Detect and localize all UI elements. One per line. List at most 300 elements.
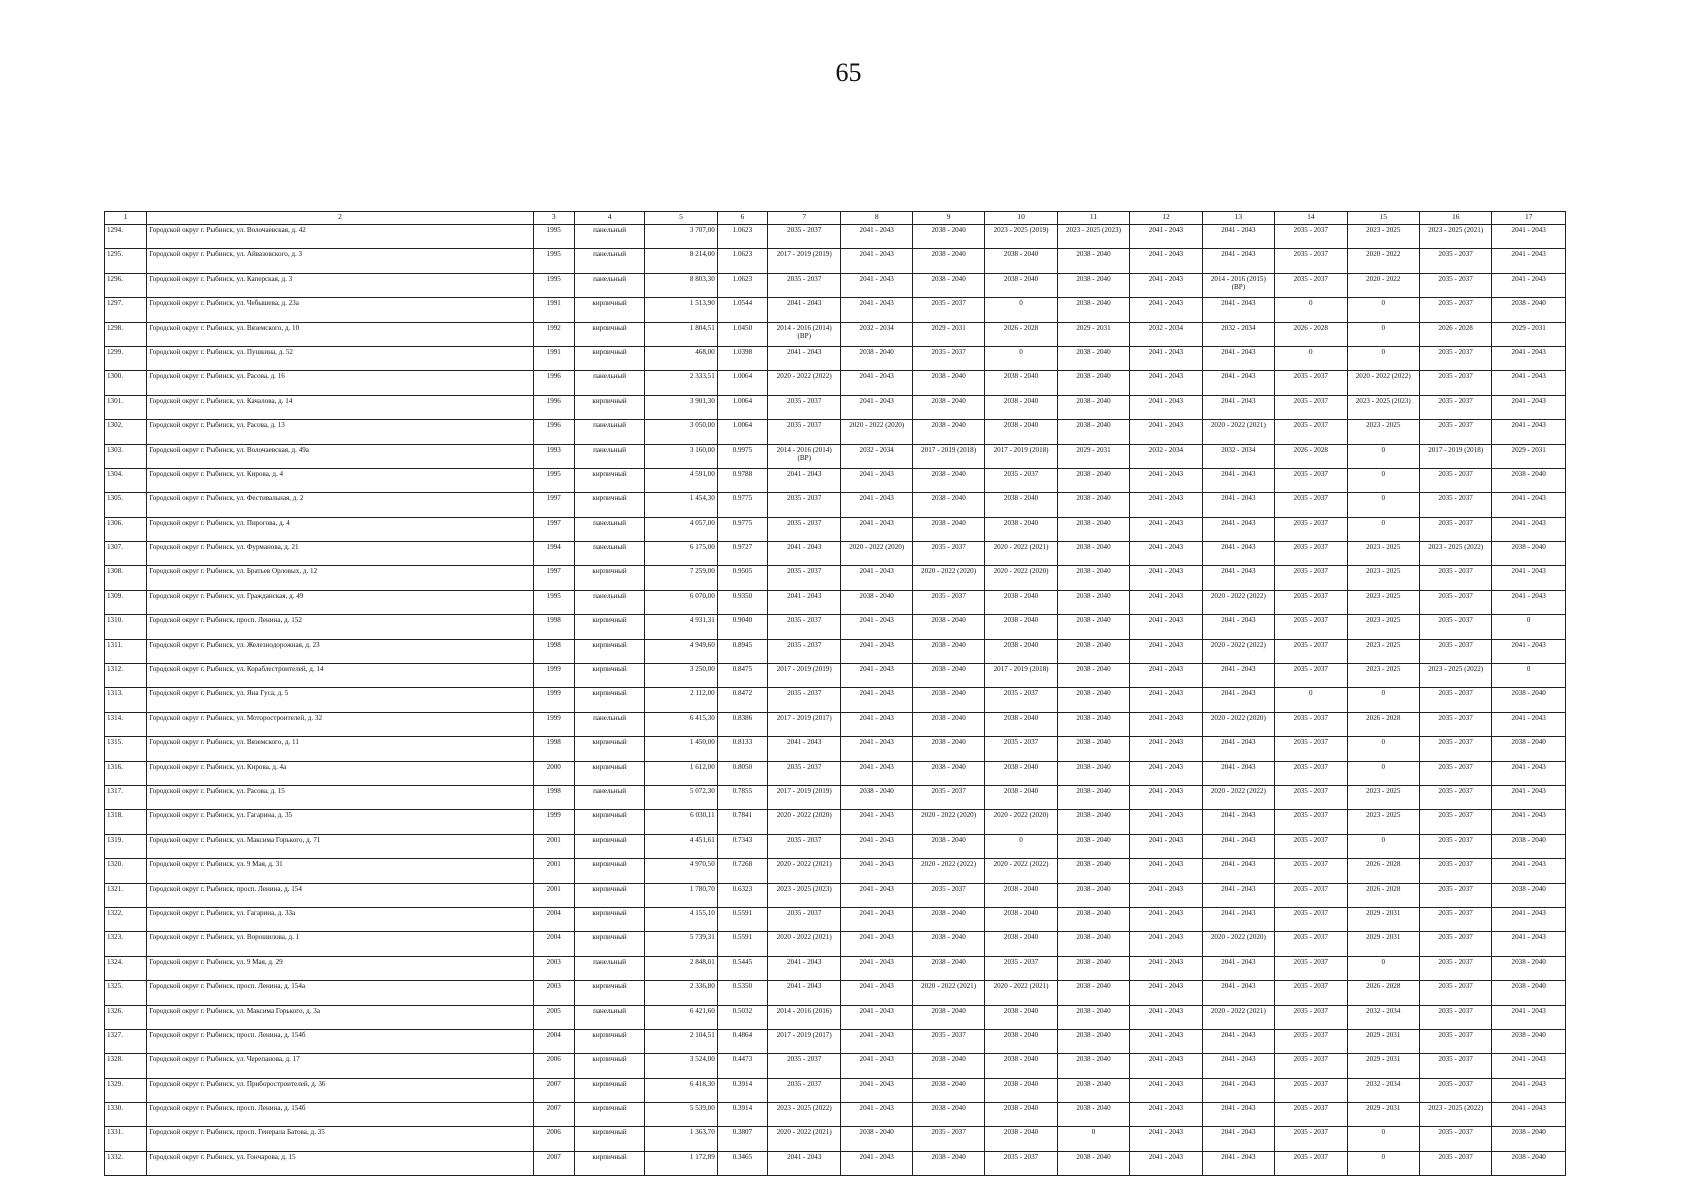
period-col-14-cell: 2026 - 2028	[1275, 322, 1347, 346]
year-built-cell: 1998	[533, 785, 574, 809]
period-col-15-cell: 2020 - 2022 (2022)	[1347, 371, 1419, 395]
period-col-16-cell: 2035 - 2037	[1419, 298, 1491, 322]
total-area-cell: 4 970,50	[645, 859, 717, 883]
period-col-11-cell: 2038 - 2040	[1057, 371, 1129, 395]
column-header: 5	[645, 212, 717, 225]
period-col-7-cell: 2041 - 2043	[768, 1151, 841, 1175]
column-header: 17	[1492, 212, 1566, 225]
period-col-12-cell: 2041 - 2043	[1130, 1127, 1202, 1151]
period-col-16-cell: 2035 - 2037	[1419, 1054, 1491, 1078]
period-col-8-cell: 2041 - 2043	[841, 1078, 912, 1102]
column-header: 13	[1202, 212, 1274, 225]
period-col-17-cell: 2038 - 2040	[1492, 468, 1566, 492]
total-area-cell: 3 250,00	[645, 664, 717, 688]
address-cell: Городской округ г. Рыбинск, ул. Пушкина, д. 52	[147, 346, 533, 370]
period-col-9-cell: 2038 - 2040	[912, 468, 984, 492]
total-area-cell: 2 336,80	[645, 981, 717, 1005]
column-header: 11	[1057, 212, 1129, 225]
total-area-cell: 1 450,00	[645, 737, 717, 761]
period-col-12-cell: 2041 - 2043	[1130, 956, 1202, 980]
period-col-15-cell: 2029 - 2031	[1347, 1103, 1419, 1127]
column-header: 7	[768, 212, 841, 225]
period-col-8-cell: 2041 - 2043	[841, 932, 912, 956]
period-col-11-cell: 2038 - 2040	[1057, 1005, 1129, 1029]
total-area-cell: 2 112,00	[645, 688, 717, 712]
total-area-cell: 3 160,00	[645, 444, 717, 468]
period-col-16-cell: 2023 - 2025 (2022)	[1419, 1103, 1491, 1127]
wall-material-cell: кирпичный	[574, 907, 644, 931]
wall-material-cell: панельный	[574, 590, 644, 614]
period-col-10-cell: 2038 - 2040	[985, 883, 1057, 907]
period-col-11-cell: 2038 - 2040	[1057, 664, 1129, 688]
wear-index-cell: 0.5591	[717, 907, 767, 931]
total-area-cell: 2 104,51	[645, 1029, 717, 1053]
year-built-cell: 1999	[533, 664, 574, 688]
row-number-cell: 1294.	[105, 225, 147, 249]
total-area-cell: 2 848,01	[645, 956, 717, 980]
period-col-15-cell: 0	[1347, 956, 1419, 980]
period-col-14-cell: 2035 - 2037	[1275, 737, 1347, 761]
period-col-17-cell: 2041 - 2043	[1492, 785, 1566, 809]
row-number-cell: 1331.	[105, 1127, 147, 1151]
row-number-cell: 1300.	[105, 371, 147, 395]
period-col-17-cell: 2041 - 2043	[1492, 810, 1566, 834]
period-col-8-cell: 2041 - 2043	[841, 859, 912, 883]
period-col-14-cell: 2035 - 2037	[1275, 542, 1347, 566]
period-col-8-cell: 2041 - 2043	[841, 225, 912, 249]
period-col-12-cell: 2032 - 2034	[1130, 444, 1202, 468]
year-built-cell: 2007	[533, 1103, 574, 1127]
wear-index-cell: 1.0623	[717, 273, 767, 297]
period-col-8-cell: 2041 - 2043	[841, 1005, 912, 1029]
period-col-15-cell: 2026 - 2028	[1347, 883, 1419, 907]
row-number-cell: 1310.	[105, 615, 147, 639]
row-number-cell: 1327.	[105, 1029, 147, 1053]
period-col-11-cell: 2038 - 2040	[1057, 542, 1129, 566]
period-col-7-cell: 2041 - 2043	[768, 468, 841, 492]
column-header: 9	[912, 212, 984, 225]
period-col-16-cell: 2035 - 2037	[1419, 273, 1491, 297]
period-col-13-cell: 2041 - 2043	[1202, 249, 1274, 273]
period-col-10-cell: 2020 - 2022 (2021)	[985, 542, 1057, 566]
period-col-16-cell: 2035 - 2037	[1419, 688, 1491, 712]
period-col-8-cell: 2038 - 2040	[841, 346, 912, 370]
period-col-14-cell: 2035 - 2037	[1275, 664, 1347, 688]
period-col-15-cell: 0	[1347, 1127, 1419, 1151]
wall-material-cell: кирпичный	[574, 761, 644, 785]
period-col-15-cell: 2029 - 2031	[1347, 932, 1419, 956]
period-col-8-cell: 2041 - 2043	[841, 468, 912, 492]
period-col-8-cell: 2038 - 2040	[841, 1127, 912, 1151]
period-col-14-cell: 2035 - 2037	[1275, 615, 1347, 639]
wall-material-cell: кирпичный	[574, 639, 644, 663]
period-col-11-cell: 2038 - 2040	[1057, 493, 1129, 517]
wall-material-cell: кирпичный	[574, 322, 644, 346]
row-number-cell: 1318.	[105, 810, 147, 834]
address-cell: Городской округ г. Рыбинск, ул. Качалова, д. 14	[147, 395, 533, 419]
period-col-7-cell: 2014 - 2016 (2016)	[768, 1005, 841, 1029]
period-col-17-cell: 2041 - 2043	[1492, 859, 1566, 883]
row-number-cell: 1307.	[105, 542, 147, 566]
period-col-17-cell: 2038 - 2040	[1492, 298, 1566, 322]
total-area-cell: 1 780,70	[645, 883, 717, 907]
wear-index-cell: 0.4864	[717, 1029, 767, 1053]
period-col-14-cell: 2035 - 2037	[1275, 1054, 1347, 1078]
table-row	[105, 907, 1566, 931]
address-cell: Городской округ г. Рыбинск, ул. Гончарова, д. 15	[147, 1151, 533, 1175]
year-built-cell: 2003	[533, 956, 574, 980]
period-col-16-cell: 2035 - 2037	[1419, 395, 1491, 419]
total-area-cell: 3 524,00	[645, 1054, 717, 1078]
period-col-12-cell: 2041 - 2043	[1130, 664, 1202, 688]
period-col-9-cell: 2035 - 2037	[912, 542, 984, 566]
wall-material-cell: кирпичный	[574, 1029, 644, 1053]
period-col-15-cell: 2023 - 2025	[1347, 225, 1419, 249]
period-col-8-cell: 2041 - 2043	[841, 981, 912, 1005]
period-col-9-cell: 2038 - 2040	[912, 371, 984, 395]
period-col-7-cell: 2020 - 2022 (2021)	[768, 932, 841, 956]
total-area-cell: 5 539,00	[645, 1103, 717, 1127]
period-col-7-cell: 2017 - 2019 (2019)	[768, 664, 841, 688]
wall-material-cell: кирпичный	[574, 688, 644, 712]
column-header: 15	[1347, 212, 1419, 225]
period-col-17-cell: 2041 - 2043	[1492, 932, 1566, 956]
total-area-cell: 1 612,00	[645, 761, 717, 785]
wall-material-cell: кирпичный	[574, 932, 644, 956]
period-col-10-cell: 2038 - 2040	[985, 1029, 1057, 1053]
period-col-9-cell: 2038 - 2040	[912, 517, 984, 541]
column-header: 10	[985, 212, 1057, 225]
address-cell: Городской округ г. Рыбинск, ул. Гражданская, д. 49	[147, 590, 533, 614]
period-col-9-cell: 2020 - 2022 (2021)	[912, 981, 984, 1005]
period-col-16-cell: 2035 - 2037	[1419, 493, 1491, 517]
table-row	[105, 1078, 1566, 1102]
period-col-16-cell: 2035 - 2037	[1419, 420, 1491, 444]
wall-material-cell: кирпичный	[574, 810, 644, 834]
period-col-17-cell: 2041 - 2043	[1492, 639, 1566, 663]
period-col-13-cell: 2041 - 2043	[1202, 1103, 1274, 1127]
period-col-10-cell: 0	[985, 346, 1057, 370]
period-col-15-cell: 0	[1347, 468, 1419, 492]
period-col-17-cell: 2041 - 2043	[1492, 907, 1566, 931]
row-number-cell: 1316.	[105, 761, 147, 785]
table-row	[105, 493, 1566, 517]
period-col-9-cell: 2038 - 2040	[912, 712, 984, 736]
period-col-9-cell: 2035 - 2037	[912, 298, 984, 322]
year-built-cell: 1991	[533, 298, 574, 322]
row-number-cell: 1328.	[105, 1054, 147, 1078]
period-col-15-cell: 2026 - 2028	[1347, 981, 1419, 1005]
wear-index-cell: 0.7268	[717, 859, 767, 883]
period-col-7-cell: 2035 - 2037	[768, 395, 841, 419]
row-number-cell: 1321.	[105, 883, 147, 907]
period-col-7-cell: 2041 - 2043	[768, 590, 841, 614]
period-col-7-cell: 2035 - 2037	[768, 761, 841, 785]
column-header: 16	[1419, 212, 1491, 225]
period-col-8-cell: 2041 - 2043	[841, 810, 912, 834]
wear-index-cell: 1.0064	[717, 371, 767, 395]
period-col-16-cell: 2023 - 2025 (2021)	[1419, 225, 1491, 249]
row-number-cell: 1301.	[105, 395, 147, 419]
row-number-cell: 1308.	[105, 566, 147, 590]
total-area-cell: 7 259,00	[645, 566, 717, 590]
wear-index-cell: 0.7841	[717, 810, 767, 834]
total-area-cell: 1 454,30	[645, 493, 717, 517]
address-cell: Городской округ г. Рыбинск, ул. Чебышева, д. 23а	[147, 298, 533, 322]
wear-index-cell: 1.0450	[717, 322, 767, 346]
period-col-10-cell: 2020 - 2022 (2022)	[985, 859, 1057, 883]
address-cell: Городской округ г. Рыбинск, просп. Ленина, д. 152	[147, 615, 533, 639]
period-col-16-cell: 2035 - 2037	[1419, 981, 1491, 1005]
period-col-9-cell: 2020 - 2022 (2020)	[912, 566, 984, 590]
row-number-cell: 1317.	[105, 785, 147, 809]
row-number-cell: 1298.	[105, 322, 147, 346]
period-col-13-cell: 2041 - 2043	[1202, 1078, 1274, 1102]
year-built-cell: 2004	[533, 1029, 574, 1053]
wear-index-cell: 0.9788	[717, 468, 767, 492]
table-row	[105, 785, 1566, 809]
address-cell: Городской округ г. Рыбинск, ул. Яна Гуса, д. 5	[147, 688, 533, 712]
period-col-13-cell: 2041 - 2043	[1202, 761, 1274, 785]
period-col-14-cell: 2035 - 2037	[1275, 1151, 1347, 1175]
period-col-10-cell: 2035 - 2037	[985, 1151, 1057, 1175]
total-area-cell: 1 363,70	[645, 1127, 717, 1151]
period-col-17-cell: 2041 - 2043	[1492, 566, 1566, 590]
period-col-9-cell: 2038 - 2040	[912, 956, 984, 980]
wear-index-cell: 0.9505	[717, 566, 767, 590]
period-col-11-cell: 2038 - 2040	[1057, 810, 1129, 834]
row-number-cell: 1297.	[105, 298, 147, 322]
address-cell: Городской округ г. Рыбинск, ул. Кирова, д. 4а	[147, 761, 533, 785]
period-col-7-cell: 2035 - 2037	[768, 688, 841, 712]
year-built-cell: 1999	[533, 688, 574, 712]
year-built-cell: 2006	[533, 1054, 574, 1078]
period-col-17-cell: 2038 - 2040	[1492, 834, 1566, 858]
period-col-13-cell: 2041 - 2043	[1202, 883, 1274, 907]
total-area-cell: 6 415,30	[645, 712, 717, 736]
period-col-16-cell: 2035 - 2037	[1419, 615, 1491, 639]
period-col-14-cell: 2035 - 2037	[1275, 1005, 1347, 1029]
period-col-16-cell: 2035 - 2037	[1419, 590, 1491, 614]
table-row	[105, 346, 1566, 370]
period-col-17-cell: 2041 - 2043	[1492, 590, 1566, 614]
period-col-14-cell: 2035 - 2037	[1275, 859, 1347, 883]
period-col-7-cell: 2020 - 2022 (2022)	[768, 371, 841, 395]
period-col-15-cell: 2029 - 2031	[1347, 1054, 1419, 1078]
period-col-8-cell: 2041 - 2043	[841, 249, 912, 273]
period-col-7-cell: 2020 - 2022 (2021)	[768, 1127, 841, 1151]
period-col-7-cell: 2017 - 2019 (2019)	[768, 785, 841, 809]
period-col-9-cell: 2038 - 2040	[912, 395, 984, 419]
period-col-16-cell: 2035 - 2037	[1419, 1151, 1491, 1175]
period-col-9-cell: 2038 - 2040	[912, 249, 984, 273]
period-col-16-cell: 2035 - 2037	[1419, 371, 1491, 395]
period-col-8-cell: 2032 - 2034	[841, 322, 912, 346]
wall-material-cell: кирпичный	[574, 468, 644, 492]
period-col-8-cell: 2041 - 2043	[841, 395, 912, 419]
period-col-17-cell: 2041 - 2043	[1492, 420, 1566, 444]
period-col-17-cell: 2041 - 2043	[1492, 273, 1566, 297]
period-col-15-cell: 0	[1347, 688, 1419, 712]
period-col-10-cell: 2017 - 2019 (2018)	[985, 444, 1057, 468]
period-col-11-cell: 2038 - 2040	[1057, 1103, 1129, 1127]
column-header: 12	[1130, 212, 1202, 225]
table-row	[105, 517, 1566, 541]
period-col-7-cell: 2035 - 2037	[768, 493, 841, 517]
address-cell: Городской округ г. Рыбинск, ул. Вяземского, д. 11	[147, 737, 533, 761]
period-col-14-cell: 2035 - 2037	[1275, 785, 1347, 809]
period-col-10-cell: 2020 - 2022 (2021)	[985, 981, 1057, 1005]
wall-material-cell: панельный	[574, 371, 644, 395]
period-col-14-cell: 2035 - 2037	[1275, 493, 1347, 517]
total-area-cell: 1 172,89	[645, 1151, 717, 1175]
page-number: 65	[835, 58, 862, 87]
period-col-12-cell: 2041 - 2043	[1130, 566, 1202, 590]
period-col-8-cell: 2020 - 2022 (2020)	[841, 542, 912, 566]
period-col-11-cell: 2038 - 2040	[1057, 1054, 1129, 1078]
period-col-17-cell: 2041 - 2043	[1492, 1005, 1566, 1029]
period-col-11-cell: 2038 - 2040	[1057, 517, 1129, 541]
row-number-cell: 1325.	[105, 981, 147, 1005]
total-area-cell: 4 591,00	[645, 468, 717, 492]
period-col-16-cell: 2017 - 2019 (2018)	[1419, 444, 1491, 468]
wall-material-cell: кирпичный	[574, 493, 644, 517]
period-col-9-cell: 2038 - 2040	[912, 639, 984, 663]
total-area-cell: 2 333,51	[645, 371, 717, 395]
address-cell: Городской округ г. Рыбинск, просп. Ленина, д. 154	[147, 883, 533, 907]
period-col-9-cell: 2038 - 2040	[912, 1151, 984, 1175]
period-col-8-cell: 2041 - 2043	[841, 273, 912, 297]
period-col-15-cell: 2029 - 2031	[1347, 1029, 1419, 1053]
period-col-8-cell: 2041 - 2043	[841, 298, 912, 322]
table-row	[105, 761, 1566, 785]
period-col-16-cell: 2035 - 2037	[1419, 956, 1491, 980]
period-col-14-cell: 2035 - 2037	[1275, 956, 1347, 980]
period-col-14-cell: 2035 - 2037	[1275, 273, 1347, 297]
period-col-13-cell: 2041 - 2043	[1202, 468, 1274, 492]
period-col-15-cell: 2026 - 2028	[1347, 859, 1419, 883]
period-col-7-cell: 2020 - 2022 (2020)	[768, 810, 841, 834]
period-col-17-cell: 2038 - 2040	[1492, 542, 1566, 566]
period-col-12-cell: 2041 - 2043	[1130, 1103, 1202, 1127]
year-built-cell: 1998	[533, 615, 574, 639]
period-col-9-cell: 2038 - 2040	[912, 1054, 984, 1078]
period-col-8-cell: 2041 - 2043	[841, 615, 912, 639]
row-number-cell: 1303.	[105, 444, 147, 468]
period-col-16-cell: 2035 - 2037	[1419, 907, 1491, 931]
address-cell: Городской округ г. Рыбинск, ул. Каперская, д. 3	[147, 273, 533, 297]
total-area-cell: 8 803,30	[645, 273, 717, 297]
period-col-7-cell: 2035 - 2037	[768, 1054, 841, 1078]
period-col-7-cell: 2035 - 2037	[768, 1078, 841, 1102]
period-col-7-cell: 2017 - 2019 (2017)	[768, 1029, 841, 1053]
period-col-11-cell: 2038 - 2040	[1057, 420, 1129, 444]
wall-material-cell: панельный	[574, 956, 644, 980]
period-col-8-cell: 2041 - 2043	[841, 907, 912, 931]
column-header: 2	[147, 212, 533, 225]
period-col-11-cell: 2038 - 2040	[1057, 785, 1129, 809]
wear-index-cell: 0.3807	[717, 1127, 767, 1151]
period-col-15-cell: 0	[1347, 761, 1419, 785]
period-col-11-cell: 2038 - 2040	[1057, 956, 1129, 980]
total-area-cell: 4 155,10	[645, 907, 717, 931]
period-col-9-cell: 2038 - 2040	[912, 664, 984, 688]
period-col-13-cell: 2041 - 2043	[1202, 1127, 1274, 1151]
row-number-cell: 1302.	[105, 420, 147, 444]
row-number-cell: 1329.	[105, 1078, 147, 1102]
period-col-13-cell: 2041 - 2043	[1202, 395, 1274, 419]
period-col-15-cell: 2023 - 2025	[1347, 590, 1419, 614]
period-col-14-cell: 2035 - 2037	[1275, 1127, 1347, 1151]
address-cell: Городской округ г. Рыбинск, ул. Кораблестроителей, д. 14	[147, 664, 533, 688]
period-col-14-cell: 2035 - 2037	[1275, 395, 1347, 419]
wear-index-cell: 0.4473	[717, 1054, 767, 1078]
period-col-11-cell: 2038 - 2040	[1057, 883, 1129, 907]
period-col-13-cell: 2041 - 2043	[1202, 1029, 1274, 1053]
wear-index-cell: 0.8475	[717, 664, 767, 688]
total-area-cell: 5 739,31	[645, 932, 717, 956]
period-col-10-cell: 2038 - 2040	[985, 371, 1057, 395]
year-built-cell: 1995	[533, 273, 574, 297]
row-number-cell: 1314.	[105, 712, 147, 736]
address-cell: Городской округ г. Рыбинск, ул. Черепанова, д. 17	[147, 1054, 533, 1078]
period-col-9-cell: 2038 - 2040	[912, 737, 984, 761]
period-col-7-cell: 2041 - 2043	[768, 737, 841, 761]
table-row	[105, 395, 1566, 419]
period-col-10-cell: 2038 - 2040	[985, 1103, 1057, 1127]
period-col-17-cell: 2041 - 2043	[1492, 395, 1566, 419]
period-col-10-cell: 2035 - 2037	[985, 956, 1057, 980]
period-col-10-cell: 2038 - 2040	[985, 761, 1057, 785]
period-col-11-cell: 2038 - 2040	[1057, 639, 1129, 663]
period-col-16-cell: 2035 - 2037	[1419, 639, 1491, 663]
period-col-13-cell: 2041 - 2043	[1202, 737, 1274, 761]
total-area-cell: 6 070,00	[645, 590, 717, 614]
year-built-cell: 1991	[533, 346, 574, 370]
period-col-12-cell: 2041 - 2043	[1130, 639, 1202, 663]
wear-index-cell: 1.0623	[717, 249, 767, 273]
year-built-cell: 1997	[533, 566, 574, 590]
period-col-15-cell: 2023 - 2025	[1347, 615, 1419, 639]
period-col-15-cell: 0	[1347, 322, 1419, 346]
address-cell: Городской округ г. Рыбинск, ул. Фурманова, д. 21	[147, 542, 533, 566]
period-col-10-cell: 2035 - 2037	[985, 737, 1057, 761]
table-row	[105, 810, 1566, 834]
row-number-cell: 1299.	[105, 346, 147, 370]
period-col-11-cell: 2038 - 2040	[1057, 1029, 1129, 1053]
period-col-16-cell: 2035 - 2037	[1419, 517, 1491, 541]
table-row	[105, 566, 1566, 590]
period-col-13-cell: 2041 - 2043	[1202, 1151, 1274, 1175]
period-col-13-cell: 2020 - 2022 (2020)	[1202, 932, 1274, 956]
address-cell: Городской округ г. Рыбинск, ул. Расова, д. 13	[147, 420, 533, 444]
period-col-14-cell: 2035 - 2037	[1275, 712, 1347, 736]
period-col-13-cell: 2014 - 2016 (2015) (ВР)	[1202, 273, 1274, 297]
wall-material-cell: кирпичный	[574, 566, 644, 590]
period-col-16-cell: 2035 - 2037	[1419, 1078, 1491, 1102]
period-col-9-cell: 2038 - 2040	[912, 932, 984, 956]
period-col-14-cell: 2035 - 2037	[1275, 883, 1347, 907]
period-col-13-cell: 2020 - 2022 (2020)	[1202, 712, 1274, 736]
period-col-14-cell: 2035 - 2037	[1275, 468, 1347, 492]
address-cell: Городской округ г. Рыбинск, ул. Пирогова, д. 4	[147, 517, 533, 541]
period-col-9-cell: 2038 - 2040	[912, 420, 984, 444]
period-col-9-cell: 2038 - 2040	[912, 1005, 984, 1029]
period-col-16-cell: 2035 - 2037	[1419, 346, 1491, 370]
wear-index-cell: 0.3914	[717, 1078, 767, 1102]
period-col-12-cell: 2041 - 2043	[1130, 225, 1202, 249]
table-row	[105, 834, 1566, 858]
